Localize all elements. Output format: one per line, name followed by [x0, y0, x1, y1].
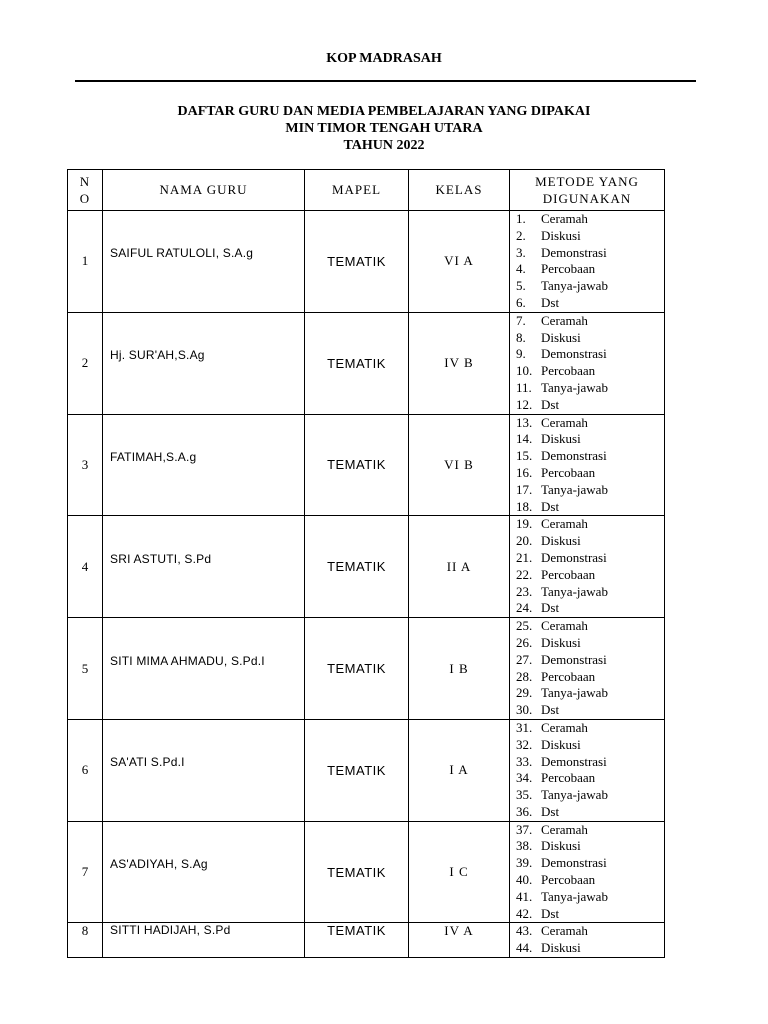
method-item [516, 584, 664, 601]
method-number: 27. [516, 651, 533, 667]
method-label: Demonstrasi [541, 346, 607, 362]
class-cell: IV B [409, 312, 510, 414]
method-label: Dst [541, 600, 560, 616]
methods-cell [510, 923, 665, 958]
method-number: 10. [516, 363, 533, 379]
method-item [516, 567, 664, 584]
method-label: Tanya-jawab [541, 278, 608, 294]
method-label: Ceramah [541, 719, 588, 735]
table-row [68, 516, 665, 618]
method-item [516, 754, 664, 771]
method-number: 26. [516, 634, 533, 650]
column-header-mapel: MAPEL [305, 170, 409, 211]
method-item [516, 550, 664, 567]
method-label: Dst [541, 803, 560, 819]
method-number: 41. [516, 888, 533, 904]
method-number: 4. [516, 261, 526, 277]
method-label: Diskusi [541, 634, 581, 650]
method-number: 18. [516, 498, 533, 514]
method-item [516, 838, 664, 855]
method-label: Ceramah [541, 821, 588, 837]
teacher-name: SRI ASTUTI, S.Pd [110, 551, 212, 566]
method-number: 12. [516, 396, 533, 412]
method-number: 2. [516, 227, 526, 243]
method-label: Dst [541, 396, 560, 412]
method-item [516, 906, 664, 923]
method-number: 11. [516, 379, 532, 395]
methods-list [510, 720, 664, 821]
method-item [516, 889, 664, 906]
method-label: Diskusi [541, 838, 581, 854]
method-label: Ceramah [541, 211, 588, 226]
method-label: Dst [541, 905, 560, 921]
teacher-name: SITI MIMA AHMADU, S.Pd.I [110, 653, 265, 668]
method-label: Tanya-jawab [541, 481, 608, 497]
method-number: 13. [516, 414, 533, 430]
method-item [516, 295, 664, 312]
title-line-3: TAHUN 2022 [343, 138, 425, 153]
subject-cell: TEMATIK [305, 312, 409, 414]
methods-cell [510, 516, 665, 618]
row-number: 6 [68, 719, 103, 821]
method-label: Ceramah [541, 618, 588, 634]
method-item [516, 211, 664, 228]
method-label: Demonstrasi [541, 855, 607, 871]
methods-list [510, 415, 664, 516]
method-label: Percobaan [541, 872, 596, 888]
method-number: 43. [516, 923, 533, 939]
methods-cell [510, 618, 665, 720]
method-number: 15. [516, 448, 533, 464]
methods-list [510, 313, 664, 414]
method-item [516, 940, 664, 957]
class-cell: II A [409, 516, 510, 618]
table-header-row [68, 170, 665, 211]
method-label: Diskusi [541, 533, 581, 549]
method-item [516, 516, 664, 533]
method-item [516, 855, 664, 872]
table-row [68, 923, 665, 958]
title-line-1: DAFTAR GURU DAN MEDIA PEMBELAJARAN YANG DIPAKAI [177, 104, 591, 119]
teacher-table [67, 169, 665, 958]
method-label: Dst [541, 498, 560, 514]
table-row [68, 414, 665, 516]
row-number: 5 [68, 618, 103, 720]
method-number: 35. [516, 787, 533, 803]
method-item [516, 652, 664, 669]
method-item [516, 330, 664, 347]
method-label: Tanya-jawab [541, 787, 608, 803]
method-item [516, 635, 664, 652]
methods-cell [510, 821, 665, 923]
method-number: 34. [516, 770, 533, 786]
class-cell: VI B [409, 414, 510, 516]
method-label: Tanya-jawab [541, 685, 608, 701]
method-label: Dst [541, 702, 560, 718]
methods-list [510, 618, 664, 719]
method-number: 17. [516, 481, 533, 497]
method-number: 42. [516, 905, 533, 921]
method-item [516, 482, 664, 499]
method-label: Ceramah [541, 414, 588, 430]
method-item [516, 804, 664, 821]
teacher-name: SA'ATI S.Pd.I [110, 755, 185, 770]
method-number: 38. [516, 838, 533, 854]
method-number: 9. [516, 346, 526, 362]
method-label: Diskusi [541, 736, 581, 752]
method-number: 30. [516, 702, 533, 718]
method-item [516, 415, 664, 432]
method-number: 7. [516, 312, 526, 328]
teacher-name: FATIMAH,S.A.g [110, 449, 197, 464]
subject-cell: TEMATIK [305, 821, 409, 923]
table-row [68, 719, 665, 821]
method-number: 1. [516, 211, 526, 226]
teacher-name-cell [103, 516, 305, 618]
teacher-name-cell [103, 414, 305, 516]
method-item [516, 618, 664, 635]
method-item [516, 499, 664, 516]
method-number: 16. [516, 464, 533, 480]
method-label: Demonstrasi [541, 244, 607, 260]
subject-cell: TEMATIK [305, 211, 409, 313]
method-item [516, 685, 664, 702]
method-item [516, 787, 664, 804]
teacher-name-cell [103, 211, 305, 313]
column-header-no-line1: N [79, 174, 91, 189]
teacher-name-cell [103, 312, 305, 414]
methods-list [510, 516, 664, 617]
teacher-name-cell [103, 719, 305, 821]
teacher-name: SAIFUL RATULOLI, S.A.g [110, 246, 254, 261]
method-item [516, 431, 664, 448]
method-number: 25. [516, 618, 533, 634]
method-item [516, 380, 664, 397]
row-number: 1 [68, 211, 103, 313]
column-header-no-line2: O [79, 191, 91, 206]
method-number: 23. [516, 583, 533, 599]
method-number: 20. [516, 533, 533, 549]
column-header-metode [510, 170, 665, 211]
row-number: 3 [68, 414, 103, 516]
method-item [516, 346, 664, 363]
teacher-name: AS'ADIYAH, S.Ag [110, 857, 208, 872]
class-cell: I A [409, 719, 510, 821]
method-number: 39. [516, 855, 533, 871]
header-divider [75, 80, 696, 82]
method-item [516, 669, 664, 686]
method-number: 14. [516, 431, 533, 447]
column-header-kelas: KELAS [409, 170, 510, 211]
method-number: 6. [516, 294, 526, 310]
method-number: 32. [516, 736, 533, 752]
methods-cell [510, 312, 665, 414]
method-number: 28. [516, 668, 533, 684]
table-row [68, 821, 665, 923]
method-item [516, 600, 664, 617]
method-label: Percobaan [541, 464, 596, 480]
method-label: Ceramah [541, 516, 588, 532]
teacher-name: Hj. SUR'AH,S.Ag [110, 348, 205, 363]
method-number: 44. [516, 940, 533, 956]
method-number: 36. [516, 803, 533, 819]
method-item [516, 228, 664, 245]
method-item [516, 737, 664, 754]
method-number: 22. [516, 566, 533, 582]
method-label: Percobaan [541, 566, 596, 582]
class-cell: IV A [409, 923, 510, 958]
method-label: Percobaan [541, 363, 596, 379]
teacher-table-body [68, 170, 665, 958]
method-label: Demonstrasi [541, 448, 607, 464]
method-item [516, 278, 664, 295]
methods-list [510, 211, 664, 312]
teacher-name-cell [103, 923, 305, 958]
method-item [516, 261, 664, 278]
method-label: Ceramah [541, 923, 588, 939]
table-row [68, 618, 665, 720]
teacher-name: SITTI HADIJAH, S.Pd [110, 923, 231, 938]
methods-cell [510, 414, 665, 516]
teacher-name-cell [103, 618, 305, 720]
subject-cell: TEMATIK [305, 618, 409, 720]
method-label: Diskusi [541, 431, 581, 447]
column-header-metode-line2: DIGUNAKAN [542, 191, 632, 206]
method-item [516, 448, 664, 465]
method-label: Tanya-jawab [541, 379, 608, 395]
method-number: 24. [516, 600, 533, 616]
subject-cell: TEMATIK [305, 719, 409, 821]
method-item [516, 363, 664, 380]
class-cell: VI A [409, 211, 510, 313]
class-cell: I C [409, 821, 510, 923]
method-item [516, 245, 664, 262]
method-item [516, 533, 664, 550]
method-item [516, 822, 664, 839]
teacher-name-cell [103, 821, 305, 923]
row-number: 8 [68, 923, 103, 958]
row-number: 4 [68, 516, 103, 618]
method-number: 40. [516, 872, 533, 888]
method-item [516, 313, 664, 330]
method-label: Dst [541, 294, 560, 310]
methods-cell [510, 719, 665, 821]
class-cell: I B [409, 618, 510, 720]
method-number: 8. [516, 329, 526, 345]
method-item [516, 720, 664, 737]
method-label: Percobaan [541, 770, 596, 786]
document-title [0, 103, 768, 154]
methods-cell [510, 211, 665, 313]
method-number: 5. [516, 278, 526, 294]
column-header-metode-line1: METODE YANG [535, 174, 639, 189]
method-item [516, 702, 664, 719]
method-number: 21. [516, 549, 533, 565]
method-number: 33. [516, 753, 533, 769]
method-item [516, 397, 664, 414]
letterhead-placeholder: KOP MADRASAH [326, 51, 442, 66]
method-label: Tanya-jawab [541, 583, 608, 599]
method-label: Percobaan [541, 261, 596, 277]
method-label: Percobaan [541, 668, 596, 684]
methods-list [510, 923, 664, 957]
column-header-nama-guru: NAMA GURU [103, 170, 305, 211]
method-number: 31. [516, 719, 533, 735]
method-item [516, 465, 664, 482]
method-label: Diskusi [541, 329, 581, 345]
subject-cell: TEMATIK [305, 516, 409, 618]
method-label: Demonstrasi [541, 651, 607, 667]
row-number: 7 [68, 821, 103, 923]
method-number: 19. [516, 516, 533, 532]
subject-cell: TEMATIK [305, 923, 409, 958]
row-number: 2 [68, 312, 103, 414]
method-number: 29. [516, 685, 533, 701]
method-label: Tanya-jawab [541, 888, 608, 904]
methods-list [510, 822, 664, 923]
method-label: Ceramah [541, 312, 588, 328]
method-item [516, 770, 664, 787]
subject-cell: TEMATIK [305, 414, 409, 516]
method-label: Demonstrasi [541, 549, 607, 565]
method-number: 3. [516, 244, 526, 260]
method-item [516, 923, 664, 940]
table-row [68, 211, 665, 313]
method-label: Diskusi [541, 940, 581, 956]
method-item [516, 872, 664, 889]
title-line-2: MIN TIMOR TENGAH UTARA [285, 121, 483, 136]
column-header-no [68, 170, 103, 211]
method-label: Diskusi [541, 227, 581, 243]
table-row [68, 312, 665, 414]
method-label: Demonstrasi [541, 753, 607, 769]
method-number: 37. [516, 821, 533, 837]
